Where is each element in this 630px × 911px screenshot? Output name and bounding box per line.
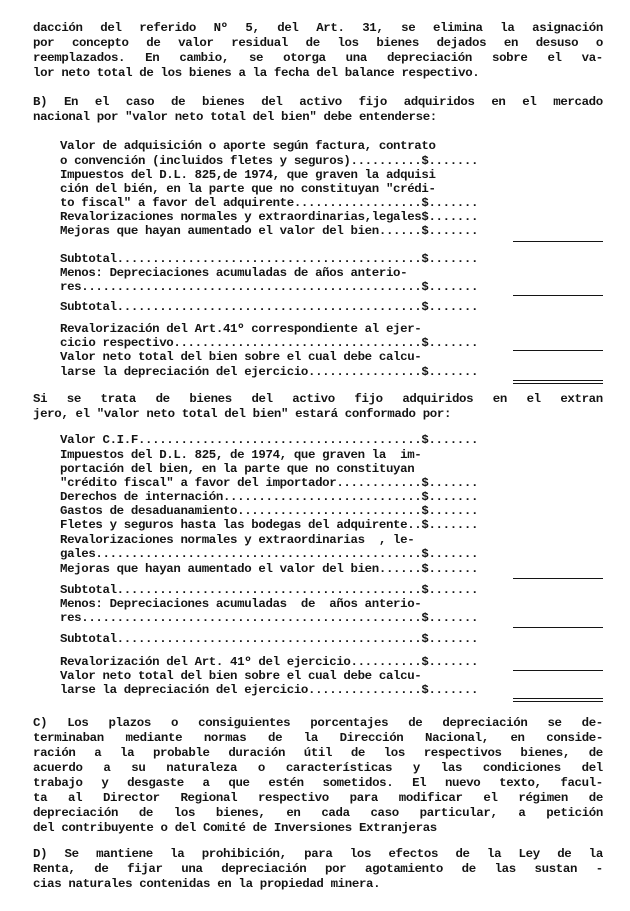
foreign-intro-line: Si se trata de bienes del activo fijo adquiridos en el extran <box>33 392 603 406</box>
sum-rule <box>513 241 603 242</box>
total-rule <box>513 701 603 702</box>
para-d-line: D) Se mantiene la prohibición, para los efectos de la Ley de la <box>33 847 603 861</box>
para-d-line: Renta, de fijar una depreciación por agotamiento de las sustan - <box>33 862 603 876</box>
national-row: o convención (incluidos fletes y seguros)..........$....... <box>60 154 479 168</box>
intro-line: dacción del referido Nº 5, del Art. 31, se elimina la asignación <box>33 21 603 35</box>
intro-line: reemplazados. En cambio, se otorga una depreciación sobre el va- <box>33 51 603 65</box>
para-c-line: del contribuyente o del Comité de Inversiones Extranjeras <box>33 821 437 835</box>
national-row: cicio respectivo...................................$....... <box>60 336 479 350</box>
para-c-line: C) Los plazos o consiguientes porcentajes de depreciación se de- <box>33 716 603 730</box>
para-c-line: acuerdo a su naturaleza o características y las condiciones del <box>33 761 603 775</box>
national-row: Subtotal...........................................$....... <box>60 300 479 314</box>
foreign-row: Menos: Depreciaciones acumuladas de años anterio- <box>60 597 422 611</box>
total-rule <box>513 698 603 699</box>
sum-rule <box>513 350 603 351</box>
foreign-row: Subtotal...........................................$....... <box>60 583 479 597</box>
foreign-row: larse la depreciación del ejercicio................$....... <box>60 683 479 697</box>
foreign-row: Gastos de desaduanamiento..........................$....... <box>60 504 479 518</box>
sum-rule <box>513 627 603 628</box>
foreign-row: Subtotal...........................................$....... <box>60 632 479 646</box>
foreign-row: "crédito fiscal" a favor del importador............$....... <box>60 476 479 490</box>
national-row: larse la depreciación del ejercicio................$....... <box>60 365 479 379</box>
foreign-row: Valor neto total del bien sobre el cual debe calcu- <box>60 669 422 683</box>
foreign-row: portación del bien, en la parte que no constituyan <box>60 462 415 476</box>
national-row: Revalorizaciones normales y extraordinarias,legales$....... <box>60 210 479 224</box>
foreign-row: Revalorización del Art. 41º del ejercicio..........$....... <box>60 655 479 669</box>
national-row: ción del bién, en la parte que no constituyan "crédi- <box>60 182 436 196</box>
para-c-line: trabajo y desgaste a que estén sometidos. El nuevo texto, facul- <box>33 776 603 790</box>
para-d-line: cias naturales contenidas en la propiedad minera. <box>33 877 381 891</box>
total-rule <box>513 383 603 384</box>
intro-line: lor neto total de los bienes a la fecha del balance respectivo. <box>33 66 480 80</box>
total-rule <box>513 380 603 381</box>
national-row: to fiscal" a favor del adquirente..................$....... <box>60 196 479 210</box>
national-row: Valor de adquisición o aporte según factura, contrato <box>60 139 436 153</box>
sum-rule <box>513 578 603 579</box>
foreign-intro-line: jero, el "valor neto total del bien" estará conformado por: <box>33 407 452 421</box>
sum-rule <box>513 670 603 671</box>
foreign-row: gales..............................................$....... <box>60 547 479 561</box>
foreign-row: res................................................$....... <box>60 611 479 625</box>
national-row: Impuestos del D.L. 825,de 1974, que graven la adquisi <box>60 168 436 182</box>
foreign-row: Fletes y seguros hasta las bodegas del adquirente..$....... <box>60 518 479 532</box>
para-c-line: ración a la probable duración útil de los respectivos bienes, de <box>33 746 603 760</box>
foreign-row: Impuestos del D.L. 825, de 1974, que graven la im- <box>60 448 422 462</box>
national-row: Valor neto total del bien sobre el cual debe calcu- <box>60 350 422 364</box>
para-c-line: depreciación de los bienes, en cada caso particular, a petición <box>33 806 603 820</box>
national-row: Revalorización del Art.41º correspondiente al ejer- <box>60 322 422 336</box>
foreign-row: Valor C.I.F........................................$....... <box>60 433 479 447</box>
national-row: res................................................$....... <box>60 280 479 294</box>
foreign-row: Derechos de internación............................$....... <box>60 490 479 504</box>
para-c-line: ta al Director Regional respectivo para modificar el régimen de <box>33 791 603 805</box>
national-row: Menos: Depreciaciones acumuladas de años anterio- <box>60 266 408 280</box>
national-row: Subtotal...........................................$....... <box>60 252 479 266</box>
para-b-line: B) En el caso de bienes del activo fijo adquiridos en el mercado <box>33 95 603 109</box>
foreign-row: Revalorizaciones normales y extraordinarias , le- <box>60 533 415 547</box>
para-c-line: terminaban mediante normas de la Dirección Nacional, en conside- <box>33 731 603 745</box>
sum-rule <box>513 295 603 296</box>
national-row: Mejoras que hayan aumentado el valor del bien......$....... <box>60 224 479 238</box>
para-b-line: nacional por "valor neto total del bien" debe entenderse: <box>33 110 437 124</box>
intro-line: por concepto de valor residual de los bienes dejados en desuso o <box>33 36 603 50</box>
foreign-row: Mejoras que hayan aumentado el valor del bien......$....... <box>60 562 479 576</box>
